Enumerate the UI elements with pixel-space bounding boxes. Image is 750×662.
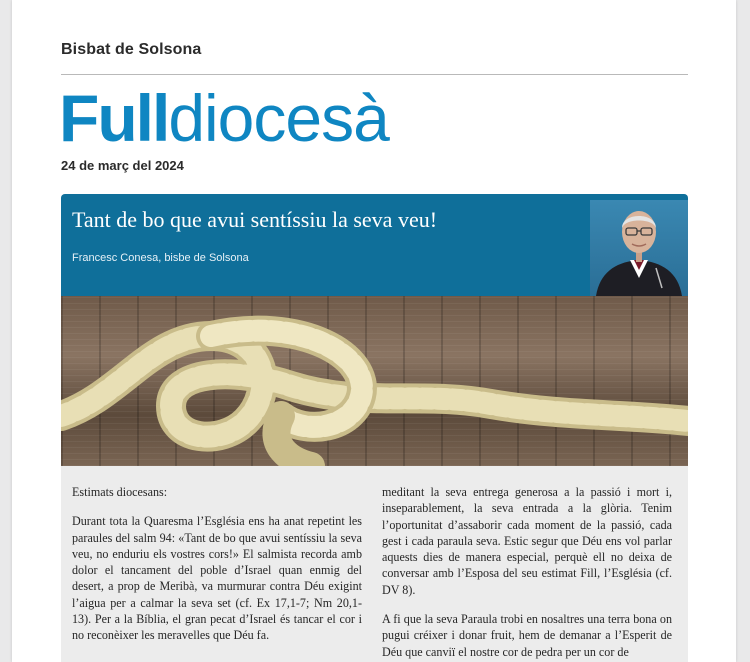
article-column-2 bbox=[382, 484, 672, 662]
masthead-light: diocesà bbox=[168, 81, 389, 155]
header-divider bbox=[61, 74, 688, 75]
organization-name: Bisbat de Solsona bbox=[61, 41, 202, 58]
masthead-bold: Full bbox=[59, 81, 169, 155]
article-title: Tant de bo que avui sentíssiu la seva veu! bbox=[72, 207, 438, 232]
issue-date: 24 de març del 2024 bbox=[61, 158, 184, 173]
article-banner bbox=[61, 194, 688, 296]
rope-knot-icon bbox=[61, 296, 688, 466]
article-card bbox=[61, 194, 688, 662]
masthead bbox=[59, 78, 389, 158]
newsletter-page bbox=[12, 0, 736, 662]
bishop-portrait-icon bbox=[590, 200, 688, 296]
article-column-1 bbox=[72, 484, 362, 657]
greeting: Estimats diocesans: bbox=[72, 485, 168, 499]
paragraph: A fi que la seva Paraula trobi en nosaltres una terra bona on pugui créixer i donar fruit, hem de demanar a l’Esperit de Déu que canviï el nostre cor de pedra per un cor de bbox=[382, 612, 672, 659]
rope-knot-photo bbox=[61, 296, 688, 466]
article-byline: Francesc Conesa, bisbe de Solsona bbox=[72, 252, 249, 264]
paragraph: Durant tota la Quaresma l’Església ens ha anat repetint les paraules del salm 94: «Tant de bo que avui sentíssiu la seva veu, no enduriu els vostres cors!» El salmista recorda amb dolor el tancament del poble d’Israel quan enmig del desert, a prop de Meribà, va murmurar contra Déu exigint l’aigua per a calmar la seva set (cf. Ex 17,1-7; Nm 20,1-13). Per a la Bíblia, el gran pecat d’Israel és tancar el cor i no reconèixer les meravelles que Déu fa. bbox=[72, 514, 362, 643]
author-portrait bbox=[590, 200, 688, 296]
paragraph: meditant la seva entrega generosa a la passió i mort i, inseparablement, la seva entrada a la glòria. Tenim l’oportunitat d’assaborir cada moment de la passió, cada gest i cada paraula seva. Estic segur que Déu ens vol parlar aquests dies de manera especial, perquè ell no deixa de conversar amb l’Esposa del seu estimat Fill, l’Església (cf. DV 8). bbox=[382, 485, 672, 597]
